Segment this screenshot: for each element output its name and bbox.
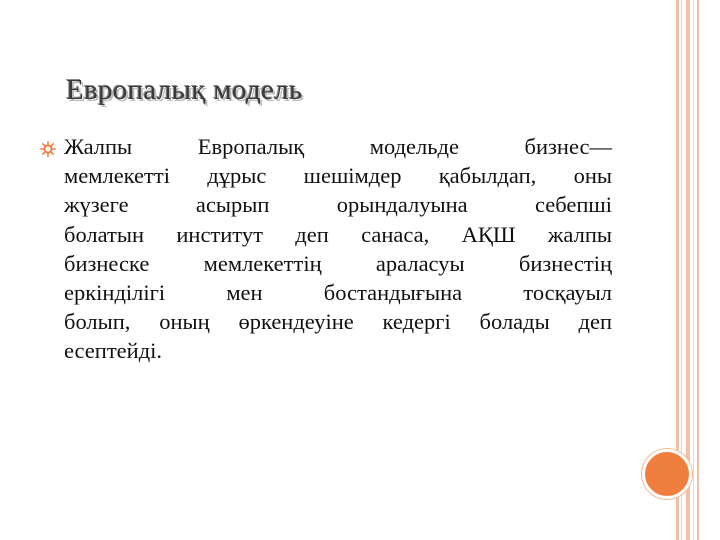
text-line: бизнеске мемлекеттің араласуы бизнестің	[64, 250, 612, 276]
decorative-border-line	[693, 0, 694, 540]
text-line: есептейді.	[64, 338, 163, 364]
decorative-border-line	[697, 0, 699, 540]
decorative-circle	[642, 449, 692, 499]
text-line: еркінділігі мен бостандығына тосқауыл	[64, 280, 612, 306]
sun-bullet-icon	[40, 141, 56, 157]
text-line: мемлекетті дұрыс шешімдер қабылдап, оны	[64, 163, 612, 189]
text-line: жүзеге асырып орындалуына себепші	[64, 192, 612, 218]
text-line: Жалпы Европалық модельде бизнес—	[64, 134, 612, 159]
bullet-item	[40, 132, 612, 366]
text-line: болып, оның өркендеуіне кедергі болады деп	[64, 309, 612, 335]
slide-title: Европалық модель	[66, 74, 303, 106]
text-line: болатын институт деп санаса, АҚШ жалпы	[64, 221, 612, 247]
bullet-text	[64, 132, 612, 366]
